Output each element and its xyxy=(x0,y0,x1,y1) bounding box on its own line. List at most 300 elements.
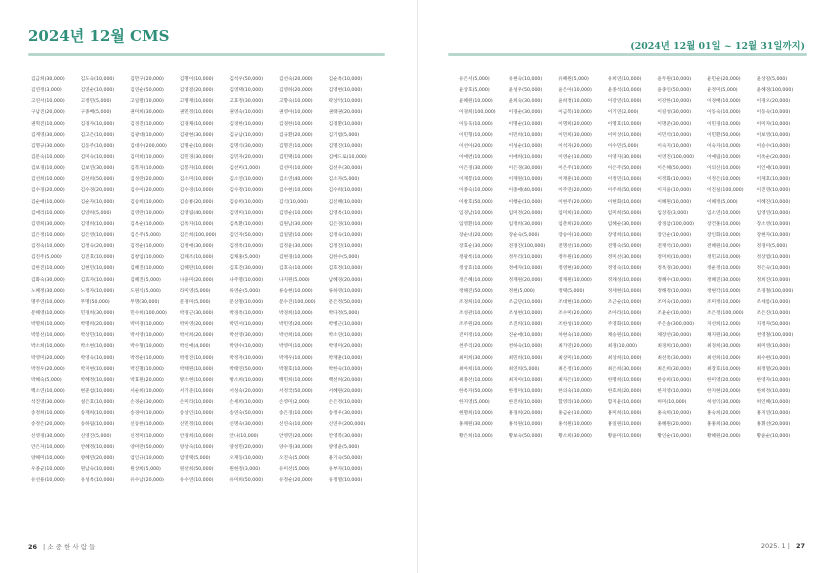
donor-entry: 김은영(10,000) xyxy=(80,232,115,238)
donor-entry: 조한성(10,000) xyxy=(558,322,592,328)
donor-entry: 조세롬(10,000) xyxy=(756,299,791,305)
donor-entry: 이은경(30,000) xyxy=(459,166,493,172)
donor-entry: 이동숙(10,000) xyxy=(706,110,741,116)
donor-entry: 홍경희(20,000) xyxy=(508,411,543,417)
donor-entry: 이수민(5,000) xyxy=(607,143,639,149)
donor-entry: 장현자(10,000) xyxy=(756,232,791,238)
donor-entry: 이제호(10,000) xyxy=(756,177,791,183)
donor-entry: 김호진(30,000) xyxy=(229,266,264,272)
donor-entry: 한영자(10,000) xyxy=(756,377,791,383)
donor-entry: 김명진(10,000) xyxy=(278,143,313,149)
donor-entry: 안경희(10,000) xyxy=(179,433,214,439)
donor-entry: 박수형(10,000) xyxy=(130,344,164,350)
donor-entry: 조은진(10,000) xyxy=(756,310,791,316)
donor-entry: 이재훈(10,000) xyxy=(558,177,592,183)
donor-entry: 황보숙(50,000) xyxy=(508,433,543,439)
donor-entry: 최미영(10,000) xyxy=(756,344,791,350)
donor-entry: 윤은아(10,000) xyxy=(558,88,592,94)
donor-entry: 이길성(30,000) xyxy=(657,110,692,116)
donor-entry: 양영윤(5,000) xyxy=(328,444,360,450)
donor-entry: 최미희(30,000) xyxy=(459,355,493,361)
donor-entry: 정옥경(30,000) xyxy=(657,266,692,272)
donor-list-right xyxy=(459,74,806,442)
donor-entry: 김베드로(10,000) xyxy=(328,154,367,160)
donor-entry: 박정우(20,000) xyxy=(31,366,65,372)
donor-entry: 박서희(20,000) xyxy=(179,333,214,339)
donor-entry: 최가연(20,000) xyxy=(558,344,592,350)
donor-entry: 최선옥(30,000) xyxy=(657,355,692,361)
donor-entry: 천하숙(10,000) xyxy=(508,344,543,350)
donor-entry: 이명순(10,000) xyxy=(508,121,543,127)
donor-entry: 김창임(10,000) xyxy=(130,255,164,261)
donor-entry: 이행순(10,000) xyxy=(508,199,543,205)
donor-entry: 김정숙(20,000) xyxy=(80,244,115,250)
donor-entry: 유미선(5,000) xyxy=(278,466,310,472)
donor-entry: 이진영(10,000) xyxy=(756,188,791,194)
donor-entry: 고정민(5,000) xyxy=(80,99,112,105)
donor-entry: 김승룡(20,000) xyxy=(179,199,214,205)
donor-entry: 정광록(10,000) xyxy=(459,255,493,261)
donor-entry: 박소연(10,000) xyxy=(328,333,363,339)
donor-entry: 함지윤(10,000) xyxy=(607,400,642,406)
donor-entry: 홍석원(10,000) xyxy=(508,422,543,428)
donor-entry: 조미정(10,000) xyxy=(706,299,741,305)
donor-entry: 한정미(10,000) xyxy=(508,388,543,394)
donor-entry: 박진철(10,000) xyxy=(130,366,164,372)
donor-entry: 전명숙(50,000) xyxy=(607,244,642,250)
donor-entry: 김명식(30,000) xyxy=(229,143,264,149)
donor-entry: 신동한(10,000) xyxy=(130,422,164,428)
donor-entry: 고연서(10,000) xyxy=(31,99,65,105)
donor-entry: 이은경(30,000) xyxy=(508,166,543,172)
donor-entry: 문수진(100,000) xyxy=(278,299,316,305)
donor-entry: 정재원(10,000) xyxy=(558,277,592,283)
donor-entry: 이은혜(50,000) xyxy=(657,166,692,172)
donor-entry: 조진희(10,000) xyxy=(508,322,543,328)
donor-entry: 박다정(5,000) xyxy=(328,310,360,316)
donor-entry: 정현각(10,000) xyxy=(706,288,741,294)
donor-entry: 김영희(30,000) xyxy=(31,221,65,227)
donor-entry: 김규환(20,000) xyxy=(278,132,313,138)
donor-entry: 박양수(10,000) xyxy=(229,344,264,350)
subtitle-divider xyxy=(448,53,807,56)
donor-entry: 방소현(10,000) xyxy=(179,377,214,383)
donor-entry: 이민희(10,000) xyxy=(508,132,543,138)
donor-entry: 조성관(10,000) xyxy=(459,310,493,316)
donor-entry: 김영란(10,000) xyxy=(130,210,164,216)
donor-entry: 정은숙(10,000) xyxy=(756,266,791,272)
donor-entry: 손은정(10,000) xyxy=(328,400,363,406)
donor-entry: 박경옥(10,000) xyxy=(229,310,264,316)
donor-entry: 이숙자(10,000) xyxy=(706,143,741,149)
donor-entry: 김영하(20,000) xyxy=(278,88,313,94)
donor-entry: 고명재(10,000) xyxy=(179,99,214,105)
donor-entry: 박지현(10,000) xyxy=(80,366,115,372)
donor-entry: 이영순(10,000) xyxy=(558,154,592,160)
donor-entry: 박선희(10,000) xyxy=(278,333,313,339)
donor-entry: 김옥자(10,000) xyxy=(179,221,214,227)
donor-entry: 이선아(20,000) xyxy=(459,143,493,149)
donor-entry: 황윤순(10,000) xyxy=(756,433,791,439)
donor-entry: 안영복(30,000) xyxy=(328,433,363,439)
donor-entry: 정채성(10,000) xyxy=(607,277,642,283)
donor-entry: 최아희(10,000) xyxy=(459,366,493,372)
donor-entry: 홍숙희(20,000) xyxy=(706,411,741,417)
donor-entry: 설은호(10,000) xyxy=(80,400,115,406)
donor-entry: 최상희(10,000) xyxy=(607,355,642,361)
donor-entry: 김선희(50,000) xyxy=(80,177,115,183)
donor-entry: 김옥환(10,000) xyxy=(229,221,264,227)
donor-entry: 한옥자(50,000) xyxy=(459,388,493,394)
donor-entry: 박정순(10,000) xyxy=(130,355,164,361)
donor-entry: 민수희(100,000) xyxy=(130,310,167,316)
donor-entry: 이승수(10,000) xyxy=(756,143,791,149)
donor-entry: 임영연(10,000) xyxy=(756,210,791,216)
donor-entry: 황윤미(10,000) xyxy=(607,433,642,439)
donor-entry: 이기연(2,000) xyxy=(607,110,639,116)
donor-entry: 우종균(10,000) xyxy=(31,466,65,472)
donor-entry: 고향숙(10,000) xyxy=(278,99,313,105)
donor-entry: 박재훈(10,000) xyxy=(328,355,363,361)
donor-entry: 박신애(4,000) xyxy=(179,344,211,350)
donor-entry: 홍금순(10,000) xyxy=(558,411,592,417)
donor-entry: 박소희(10,000) xyxy=(31,344,65,350)
donor-entry: 김계영(30,000) xyxy=(31,132,65,138)
donor-entry: 박태원(10,000) xyxy=(179,366,214,372)
donor-entry: 홍지연(10,000) xyxy=(756,411,791,417)
donor-entry: 조윤순(10,000) xyxy=(657,310,692,316)
donor-entry: 최경(10,000) xyxy=(607,344,637,350)
donor-entry: 김승희(10,000) xyxy=(130,199,164,205)
donor-entry: 임미희(10,000) xyxy=(558,210,592,216)
issue-date: 2025. 1 xyxy=(760,542,786,550)
donor-entry: 김옥순(10,000) xyxy=(130,221,164,227)
donor-entry: 홍숙희(10,000) xyxy=(657,411,692,417)
right-footer xyxy=(761,542,805,550)
page-number: 27 xyxy=(795,542,805,550)
donor-entry: 원남숙(10,000) xyxy=(80,466,115,472)
donor-entry: 조주원(20,000) xyxy=(459,322,493,328)
donor-entry: 이은주(10,000) xyxy=(558,166,592,172)
donor-entry: 김소연(10,000) xyxy=(229,177,264,183)
donor-entry: 천주리(20,000) xyxy=(459,344,493,350)
donor-entry: 정혜수(10,000) xyxy=(657,277,692,283)
donor-entry: 권영숙(10,000) xyxy=(229,110,264,116)
donor-entry: 김경환(10,000) xyxy=(328,121,363,127)
donor-entry: 이경오(20,000) xyxy=(756,99,791,105)
donor-entry: 유현숙(10,000) xyxy=(508,77,543,82)
donor-entry: 박정진(10,000) xyxy=(179,355,214,361)
donor-entry: 권태권(20,000) xyxy=(328,110,363,116)
donor-entry: 나지원(5,000) xyxy=(278,277,310,283)
donor-entry: 이숙지(10,000) xyxy=(657,143,692,149)
donor-entry: 한호희(20,000) xyxy=(607,388,642,394)
donor-entry: 김순자(10,000) xyxy=(80,199,115,205)
donor-entry: 조미숙(10,000) xyxy=(657,299,692,305)
donor-entry: 한의숙(10,000) xyxy=(558,388,592,394)
donor-entry: 김미희(10,000) xyxy=(130,154,164,160)
donor-entry: 최연희(5,000) xyxy=(508,366,540,372)
donor-entry: 이애희(10,000) xyxy=(508,154,543,160)
donor-entry: 장건홍(10,000) xyxy=(706,221,741,227)
donor-entry: 박철호(10,000) xyxy=(278,366,313,372)
donor-entry: 김정옥(10,000) xyxy=(229,244,264,250)
donor-entry: 김정숙(10,000) xyxy=(31,244,65,250)
donor-entry: 유미희(50,000) xyxy=(229,478,264,484)
donor-entry: 임혜순(30,000) xyxy=(607,221,642,227)
donor-entry: 이창호(50,000) xyxy=(459,199,493,205)
donor-entry: 김민택(10,000) xyxy=(278,154,313,160)
donor-entry: 정상엽(10,000) xyxy=(756,255,791,261)
donor-entry: 김선우(30,000) xyxy=(328,166,363,172)
donor-entry: 최선희(10,000) xyxy=(706,355,741,361)
donor-entry: 허인혜(10,000) xyxy=(756,400,791,406)
donor-entry: 이미자(10,000) xyxy=(756,121,791,127)
donor-entry: 김정진(10,000) xyxy=(328,244,363,250)
donor-entry: 전혜원(10,000) xyxy=(706,244,741,250)
donor-entry: 정영현(30,000) xyxy=(558,266,592,272)
donor-entry: 차현숙(10,000) xyxy=(558,333,592,339)
donor-entry: 김명규(30,000) xyxy=(31,143,65,149)
donor-entry: 이의신(10,000) xyxy=(706,166,741,172)
donor-entry: 정경미(5,000) xyxy=(756,244,788,250)
donor-entry: 박미영(20,000) xyxy=(179,322,214,328)
donor-entry: 이미상(10,000) xyxy=(607,132,642,138)
donor-entry: 양혜연(20,000) xyxy=(80,455,115,461)
donor-entry: 유수연(10,000) xyxy=(179,478,214,484)
donor-entry: 김복자(10,000) xyxy=(130,166,164,172)
donor-entry: 조아라(10,000) xyxy=(607,310,642,316)
donor-entry: 신정미(10,000) xyxy=(130,433,164,439)
donor-entry: 진미정(10,000) xyxy=(459,333,493,339)
donor-entry: 송정은(20,000) xyxy=(31,422,65,428)
donor-entry: 송재희(10,000) xyxy=(80,411,115,417)
donor-entry: 김수정(10,000) xyxy=(229,188,264,194)
donor-entry: 김수희(10,000) xyxy=(328,188,363,194)
donor-entry: 지정자(50,000) xyxy=(756,322,791,328)
donor-entry: 이애련(10,000) xyxy=(459,154,493,160)
donor-entry: 함영라(10,000) xyxy=(558,400,592,406)
donor-entry: 김명진(10,000) xyxy=(328,143,363,149)
donor-entry: 김경한(10,000) xyxy=(278,121,313,127)
donor-entry: 윤종석(10,000) xyxy=(607,88,642,94)
donor-entry: 김수현(10,000) xyxy=(278,188,313,194)
donor-entry: 정은혜(10,000) xyxy=(459,277,493,283)
donor-entry: 최상미(10,000) xyxy=(558,355,592,361)
donor-entry: 이성순(10,000) xyxy=(508,143,543,149)
donor-entry: 김영옥(10,000) xyxy=(328,210,363,216)
donor-entry: 이정민(10,000) xyxy=(607,177,642,183)
donor-entry: 최자은(10,000) xyxy=(558,377,592,383)
donor-entry: 김경진(10,000) xyxy=(130,121,164,127)
donor-entry: 장소영(10,000) xyxy=(756,221,791,227)
donor-entry: 임춘희(20,000) xyxy=(558,221,592,227)
donor-entry: 손영미(2,000) xyxy=(278,400,310,406)
donor-entry: 장승아(10,000) xyxy=(558,232,592,238)
donor-entry: 황소희(30,000) xyxy=(558,433,592,439)
donor-entry: 임상길(3,000) xyxy=(657,210,689,216)
donor-entry: 손미라(10,000) xyxy=(179,400,214,406)
donor-entry: 한지영(10,000) xyxy=(657,388,692,394)
donor-entry: 양수경(30,000) xyxy=(278,444,313,450)
donor-entry: 김호숙(10,000) xyxy=(278,266,313,272)
donor-entry: 이현주(20,000) xyxy=(558,199,592,205)
donor-entry: 송은경(10,000) xyxy=(278,411,313,417)
donor-entry: 조경희(10,000) xyxy=(459,299,493,305)
donor-entry: 박선영(30,000) xyxy=(229,333,264,339)
donor-entry: 송연숙(50,000) xyxy=(229,411,264,417)
donor-entry: 임정희(30,000) xyxy=(508,221,543,227)
donor-entry: 최민희(10,000) xyxy=(508,355,543,361)
donor-entry: 박혜정(10,000) xyxy=(80,377,115,383)
donor-entry: 김진호(10,000) xyxy=(80,255,115,261)
donor-entry: 도원식(5,000) xyxy=(130,288,161,294)
donor-entry: 김은주(5,000) xyxy=(130,232,161,238)
donor-entry: 임미정(20,000) xyxy=(508,210,543,216)
donor-entry: 이인애(10,000) xyxy=(756,166,791,172)
donor-entry: 장순녀(20,000) xyxy=(459,232,493,238)
donor-entry: 안은자(10,000) xyxy=(31,444,65,450)
donor-entry: 김경채(10,000) xyxy=(179,121,214,127)
donor-entry: 정세현(10,000) xyxy=(607,288,642,294)
donor-entry: 김선미(1,000) xyxy=(229,166,261,172)
donor-entry: 이정은(10,000) xyxy=(706,177,741,183)
donor-entry: 송상인(10,000) xyxy=(179,411,214,417)
donor-entry: 조경철(100,000) xyxy=(756,288,794,294)
donor-entry: 김진주(5,000) xyxy=(31,255,62,261)
donor-entry: 서순희(10,000) xyxy=(130,388,164,394)
donor-entry: 박영미(20,000) xyxy=(31,355,65,361)
donor-entry: 최은정(10,000) xyxy=(558,366,592,372)
donor-entry: 김인자(50,000) xyxy=(229,232,264,238)
donor-entry: 김은희(100,000) xyxy=(179,232,217,238)
donor-entry: 고일렬(10,000) xyxy=(130,99,164,105)
donor-entry: 장효순(30,000) xyxy=(459,244,493,250)
donor-entry: 이혜진(10,000) xyxy=(756,199,791,205)
donor-entry: 김영현(10,000) xyxy=(328,88,363,94)
donor-entry: 정재원(20,000) xyxy=(508,277,543,283)
donor-entry: 김소연(40,000) xyxy=(278,177,313,183)
right-page xyxy=(418,0,835,573)
donor-entry: 최은희(30,000) xyxy=(657,366,692,372)
donor-entry: 윤종인(50,000) xyxy=(657,88,692,94)
donor-entry: 전명선(10,000) xyxy=(558,244,592,250)
donor-entry: 김애리(10,000) xyxy=(31,210,65,216)
donor-entry: 김현민(10,000) xyxy=(80,266,115,272)
donor-entry: 손세희(10,000) xyxy=(229,400,264,406)
donor-entry: 김은정(10,000) xyxy=(31,232,65,238)
donor-entry: 이민환(50,000) xyxy=(706,132,741,138)
donor-entry: 나윤미(20,000) xyxy=(179,277,214,283)
title-divider xyxy=(28,53,385,56)
donor-entry: 홍일원(10,000) xyxy=(607,422,642,428)
donor-entry: 이민경(10,000) xyxy=(706,121,741,127)
donor-entry: 김고은(10,000) xyxy=(80,132,115,138)
donor-entry: 유희연(10,000) xyxy=(607,77,642,82)
donor-entry: 안나(10,000) xyxy=(229,433,259,439)
donor-entry: 김경자(10,000) xyxy=(80,121,115,127)
donor-entry: 김호정(10,000) xyxy=(328,266,363,272)
donor-entry: 정운정(10,000) xyxy=(706,266,741,272)
donor-entry: 김정애(30,000) xyxy=(179,244,214,250)
donor-entry: 이경배(10,000) xyxy=(706,99,741,105)
donor-entry: 홍석원(10,000) xyxy=(558,422,592,428)
donor-entry: 윤희숙(30,000) xyxy=(508,99,543,105)
donor-entry: 백선희(20,000) xyxy=(328,377,363,383)
donor-entry: 김승희(10,000) xyxy=(229,199,264,205)
donor-entry: 신명숙(30,000) xyxy=(229,422,264,428)
donor-entry: 임소연(10,000) xyxy=(706,210,741,216)
donor-entry: 이은주(50,000) xyxy=(607,166,642,172)
donor-entry: 김소자(5,000) xyxy=(328,177,360,183)
donor-entry: 송정희(10,000) xyxy=(31,411,65,417)
donor-entry: 최지아(10,000) xyxy=(508,377,543,383)
donor-entry: 이명희(20,000) xyxy=(558,121,592,127)
donor-entry: 김경한(10,000) xyxy=(229,121,264,127)
donor-entry: 윤성우(50,000) xyxy=(508,88,543,94)
donor-entry: 김문숙(10,000) xyxy=(31,154,65,160)
donor-entry: 채지원(30,000) xyxy=(706,333,741,339)
donor-entry: 홍혜원(20,000) xyxy=(657,422,692,428)
donor-entry: 이민형(10,000) xyxy=(459,132,493,138)
donor-entry: 신영경(30,000) xyxy=(31,433,65,439)
donor-entry: 황은희(10,000) xyxy=(459,433,493,439)
donor-entry: 김석우(50,000) xyxy=(229,77,264,82)
donor-entry: 김보연(30,000) xyxy=(80,166,115,172)
donor-entry: 김수경(20,000) xyxy=(80,188,115,194)
donor-entry: 양미란(50,000) xyxy=(130,444,164,450)
donor-entry: 노정자(10,000) xyxy=(80,288,115,294)
donor-entry: 이명준(30,000) xyxy=(657,121,692,127)
donor-entry: 서기준(10,000) xyxy=(179,388,214,394)
donor-entry: 신영진(5,000) xyxy=(80,433,112,439)
donor-entry: 방소희(10,000) xyxy=(229,377,264,383)
donor-entry: 송하림(10,000) xyxy=(80,422,115,428)
donor-entry: 김채조(10,000) xyxy=(179,255,214,261)
donor-entry: 정현(5,000) xyxy=(508,288,535,294)
donor-entry: 김영걸(20,000) xyxy=(179,88,214,94)
donor-entry: 석진영(30,000) xyxy=(31,400,65,406)
donor-entry: 김현경(10,000) xyxy=(278,255,313,261)
donor-entry: 박민영(20,000) xyxy=(278,322,313,328)
donor-entry: 홍휘선(20,000) xyxy=(756,422,791,428)
donor-entry: 라미영(5,000) xyxy=(179,288,211,294)
donor-entry: 유혜원(5,000) xyxy=(558,77,589,82)
donor-entry: 조은정(100,000) xyxy=(706,310,744,316)
donor-entry: 윤정미(5,000) xyxy=(706,88,738,94)
donor-entry: 나주열(10,000) xyxy=(229,277,264,283)
donor-entry: 안혜정(10,000) xyxy=(80,444,115,450)
donor-entry: 최정열(20,000) xyxy=(756,366,791,372)
period-subtitle: (2024년 12월 01일 ~ 12월 31일까지) xyxy=(630,41,805,52)
donor-entry: 백민희(10,000) xyxy=(278,377,313,383)
donor-entry: 한희정(10,000) xyxy=(756,388,791,394)
donor-entry: 진순애(10,000) xyxy=(508,333,543,339)
donor-entry: 유은서(5,000) xyxy=(459,77,490,82)
donor-entry: 이예림(10,000) xyxy=(706,154,741,160)
donor-entry: 채승원(10,000) xyxy=(607,333,642,339)
donor-entry: 이재원(10,000) xyxy=(508,177,543,183)
donor-entry: 이정화(10,000) xyxy=(657,177,692,183)
donor-entry: 김수이(20,000) xyxy=(130,188,164,194)
donor-entry: 서혜원(20,000) xyxy=(328,388,363,394)
donor-entry: 권혁진(10,000) xyxy=(31,121,65,127)
donor-entry: 이주연(20,000) xyxy=(558,188,592,194)
donor-entry: 이금복(10,000) xyxy=(558,110,592,116)
donor-entry: 김한진(10,000) xyxy=(31,266,65,272)
donor-entry: 천영철(100,000) xyxy=(756,333,794,339)
donor-entry: 정애자(10,000) xyxy=(508,266,543,272)
